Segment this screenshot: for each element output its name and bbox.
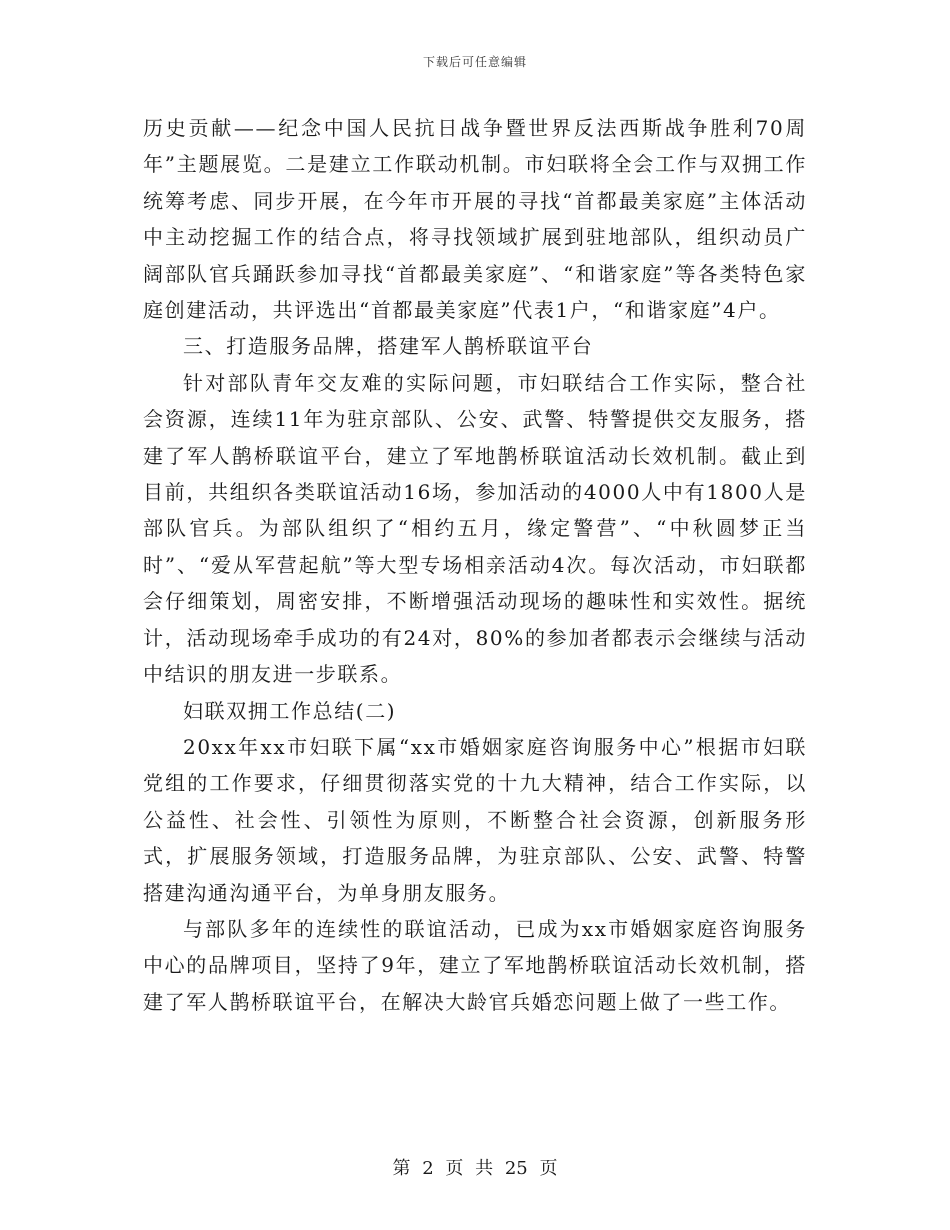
page-number-footer: 第 2 页 共 25 页 xyxy=(392,1158,558,1179)
document-subtitle: 妇联双拥工作总结(二) xyxy=(183,698,397,723)
paragraph-1: 历史贡献——纪念中国人民抗日战争暨世界反法西斯战争胜利70周年”主题展览。二是建立工作联动机制。市妇联将全会工作与双拥工作统筹考虑、同步开展，在今年市开展的寻找“首都最美家庭”主体活动中主动挖掘工作的结合点，将寻找领域扩展到驻地部队，组织动员广阔部队官兵踊跃参加寻找“首都最美家庭”、“和谐家庭”等各类特色家庭创建活动，共评选出“首都最美家庭”代表1户，“和谐家庭”4户。 xyxy=(143,116,807,323)
document-body xyxy=(143,110,807,1020)
header-note: 下载后可任意编辑 xyxy=(422,55,527,69)
paragraph-2: 针对部队青年交友难的实际问题，市妇联结合工作实际，整合社会资源，连续11年为驻京部队、公安、武警、特警提供交友服务，搭建了军人鹊桥联谊平台，建立了军地鹊桥联谊活动长效机制。截止到目前，共组织各类联谊活动16场，参加活动的4000人中有1800人是部队官兵。为部队组织了“相约五月，缘定警营”、“中秋圆梦正当时”、“爱从军营起航”等大型专场相亲活动4次。每次活动，市妇联都会仔细策划，周密安排，不断增强活动现场的趣味性和实效性。据统计，活动现场牵手成功的有24对，80%的参加者都表示会继续与活动中结识的朋友进一步联系。 xyxy=(143,370,807,687)
section-heading-3: 三、打造服务品牌，搭建军人鹊桥联谊平台 xyxy=(183,334,594,359)
paragraph-3: 20xx年xx市妇联下属“xx市婚姻家庭咨询服务中心”根据市妇联党组的工作要求，仔细贯彻落实党的十九大精神，结合工作实际，以公益性、社会性、引领性为原则，不断整合社会资源，创新服务形式，扩展服务领域，打造服务品牌，为驻京部队、公安、武警、特警搭建沟通沟通平台，为单身朋友服务。 xyxy=(143,734,807,905)
paragraph-4: 与部队多年的连续性的联谊活动，已成为xx市婚姻家庭咨询服务中心的品牌项目，坚持了9年，建立了军地鹊桥联谊活动长效机制，搭建了军人鹊桥联谊平台，在解决大龄官兵婚恋问题上做了一些工作。 xyxy=(143,916,807,1014)
